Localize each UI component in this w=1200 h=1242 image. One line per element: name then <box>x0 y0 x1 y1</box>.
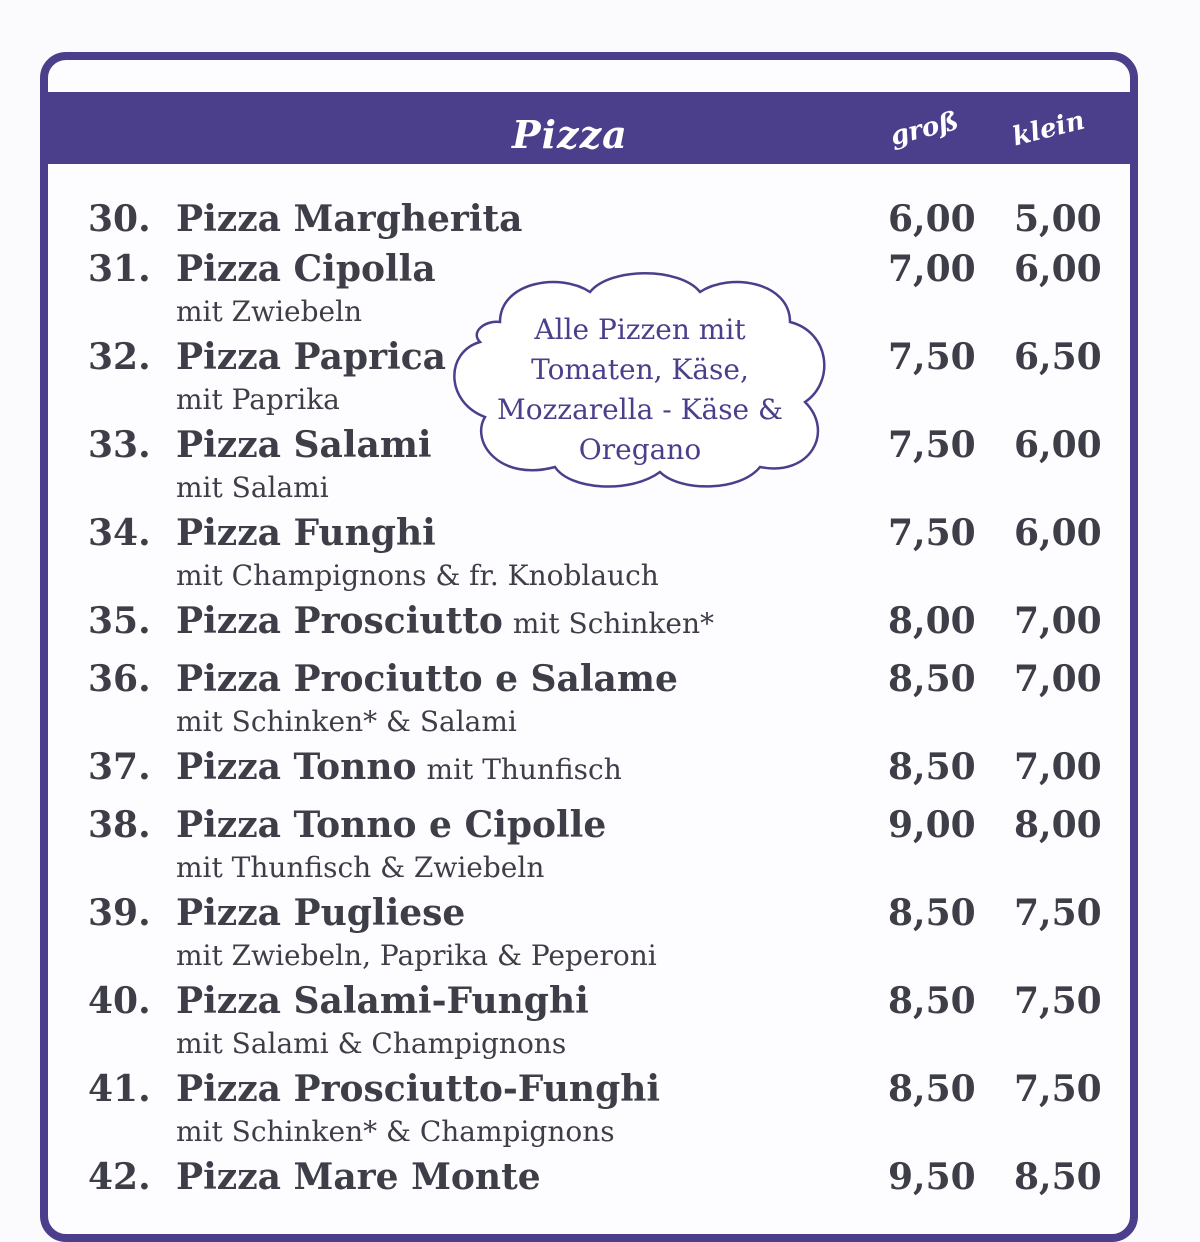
item-price-large: 6,00 <box>888 198 976 240</box>
item-price-small: 7,50 <box>1014 892 1102 934</box>
menu-item <box>0 198 1200 238</box>
item-description: mit Champignons & fr. Knoblauch <box>176 559 659 592</box>
item-number: 30. <box>88 198 151 240</box>
cloud-note-line: Tomaten, Käse, <box>531 353 749 386</box>
item-description: mit Schinken* & Salami <box>176 705 517 738</box>
column-small-label: klein <box>1009 105 1088 153</box>
item-name-text: Pizza Tonno <box>176 746 417 788</box>
item-inline-description: mit Schinken* <box>512 607 714 640</box>
menu-item <box>0 512 1200 552</box>
item-number: 37. <box>88 746 151 788</box>
item-price-small: 8,00 <box>1014 804 1102 846</box>
item-name: Pizza Pugliese <box>176 892 466 934</box>
menu-item <box>0 980 1200 1020</box>
item-price-large: 8,00 <box>888 600 976 642</box>
item-price-small: 5,00 <box>1014 198 1102 240</box>
item-name: Pizza Prociutto e Salame <box>176 658 678 700</box>
cloud-note-line: Mozzarella - Käse & <box>497 393 783 426</box>
item-description: mit Zwiebeln <box>176 295 363 328</box>
menu-item <box>0 804 1200 844</box>
menu-item <box>0 658 1200 698</box>
menu-item <box>0 600 1200 640</box>
item-price-large: 8,50 <box>888 658 976 700</box>
item-number: 39. <box>88 892 151 934</box>
item-price-large: 7,50 <box>888 336 976 378</box>
menu-item <box>0 1156 1200 1196</box>
item-name: Pizza Salami-Funghi <box>176 980 589 1022</box>
item-number: 33. <box>88 424 151 466</box>
item-price-large: 7,50 <box>888 512 976 554</box>
item-price-large: 8,50 <box>888 892 976 934</box>
section-title: Pizza <box>512 112 628 157</box>
item-name: Pizza Paprica <box>176 336 446 378</box>
item-number: 34. <box>88 512 151 554</box>
item-price-small: 6,00 <box>1014 424 1102 466</box>
item-name-text: Pizza Prosciutto <box>176 600 503 642</box>
item-inline-description: mit Thunfisch <box>426 753 622 786</box>
item-description: mit Zwiebeln, Paprika & Peperoni <box>176 939 657 972</box>
cloud-note <box>470 310 810 470</box>
item-name <box>176 746 622 788</box>
item-price-small: 7,00 <box>1014 600 1102 642</box>
item-number: 42. <box>88 1156 151 1198</box>
item-name: Pizza Funghi <box>176 512 436 554</box>
item-description: mit Salami <box>176 471 329 504</box>
item-name: Pizza Margherita <box>176 198 523 240</box>
item-description: mit Salami & Champignons <box>176 1027 567 1060</box>
item-price-large: 8,50 <box>888 746 976 788</box>
item-price-small: 7,50 <box>1014 980 1102 1022</box>
item-price-large: 8,50 <box>888 1068 976 1110</box>
item-number: 40. <box>88 980 151 1022</box>
item-price-large: 9,00 <box>888 804 976 846</box>
item-name: Pizza Tonno e Cipolle <box>176 804 607 846</box>
cloud-note-line: Alle Pizzen mit <box>534 313 746 346</box>
item-price-small: 6,50 <box>1014 336 1102 378</box>
item-name: Pizza Salami <box>176 424 432 466</box>
item-price-small: 8,50 <box>1014 1156 1102 1198</box>
item-name: Pizza Mare Monte <box>176 1156 541 1198</box>
item-number: 31. <box>88 248 151 290</box>
item-description: mit Paprika <box>176 383 340 416</box>
item-name: Pizza Prosciutto-Funghi <box>176 1068 661 1110</box>
menu-item <box>0 1068 1200 1108</box>
item-description: mit Thunfisch & Zwiebeln <box>176 851 545 884</box>
item-number: 32. <box>88 336 151 378</box>
item-price-large: 9,50 <box>888 1156 976 1198</box>
item-price-large: 7,50 <box>888 424 976 466</box>
item-price-small: 6,00 <box>1014 248 1102 290</box>
item-price-small: 7,00 <box>1014 746 1102 788</box>
menu-item <box>0 892 1200 932</box>
item-number: 35. <box>88 600 151 642</box>
item-number: 41. <box>88 1068 151 1110</box>
item-price-small: 7,00 <box>1014 658 1102 700</box>
item-name: Pizza Cipolla <box>176 248 436 290</box>
item-price-small: 6,00 <box>1014 512 1102 554</box>
item-price-large: 7,00 <box>888 248 976 290</box>
item-price-large: 8,50 <box>888 980 976 1022</box>
column-large-label: groß <box>887 106 962 152</box>
menu-item <box>0 746 1200 786</box>
cloud-note-line: Oregano <box>578 433 702 466</box>
item-price-small: 7,50 <box>1014 1068 1102 1110</box>
item-name <box>176 600 714 642</box>
item-description: mit Schinken* & Champignons <box>176 1115 615 1148</box>
item-number: 38. <box>88 804 151 846</box>
item-number: 36. <box>88 658 151 700</box>
